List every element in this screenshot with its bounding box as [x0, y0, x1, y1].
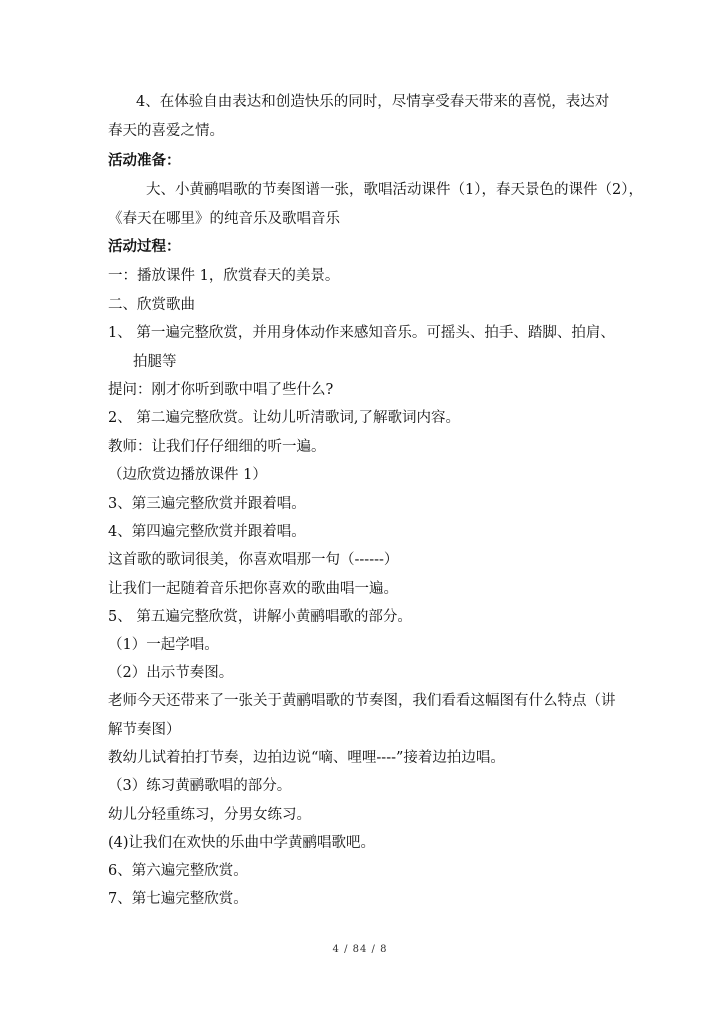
listen-3-line: 3、第三遍完整欣赏并跟着唱。 — [108, 496, 306, 512]
rhythm-chart-line-1: 老师今天还带来了一张关于黄鹂唱歌的节奏图，我们看看这幅图有什么特点（讲 — [108, 693, 616, 709]
goal-4-line-1: 4、在体验自由表达和创造快乐的同时，尽情享受春天带来的喜悦，表达对 — [136, 94, 610, 110]
listen-6-line: 6、第六遍完整欣赏。 — [108, 863, 248, 879]
process-heading: 活动过程： — [108, 238, 181, 255]
practice-line: 幼儿分轻重练习，分男女练习。 — [108, 807, 311, 823]
clap-rhythm-line: 教幼儿试着拍打节奏，边拍边说“嘀、哩哩----”接着边拍边唱。 — [108, 750, 505, 766]
lyrics-question-line: 这首歌的歌词很美，你喜欢唱那一句（------） — [108, 552, 399, 568]
listen-1-line-2: 拍腿等 — [133, 354, 177, 370]
goal-4-line-2: 春天的喜爱之情。 — [108, 123, 224, 139]
sub-step-1: （1）一起学唱。 — [108, 637, 219, 653]
listen-7-line: 7、第七遍完整欣赏。 — [108, 891, 248, 907]
listen-2-line: 2、 第二遍完整欣赏。让幼儿听清歌词,了解歌词内容。 — [108, 410, 460, 426]
courseware-note: （边欣赏边播放课件 1） — [108, 467, 267, 483]
teacher-line: 教师：让我们仔仔细细的听一遍。 — [108, 439, 326, 455]
preparation-heading: 活动准备： — [108, 152, 181, 169]
step-one: 一：播放课件 1，欣赏春天的美景。 — [108, 268, 340, 284]
preparation-line-1: 大、小黄鹂唱歌的节奏图谱一张，歌唱活动课件（1），春天景色的课件（2）， — [146, 182, 643, 198]
sub-step-4: (4)让我们在欢快的乐曲中学黄鹂唱歌吧。 — [108, 835, 376, 851]
listen-5-line: 5、 第五遍完整欣赏，讲解小黄鹂唱歌的部分。 — [108, 609, 412, 625]
sub-step-3: （3）练习黄鹂歌唱的部分。 — [108, 778, 292, 794]
sing-together-line: 让我们一起随着音乐把你喜欢的歌曲唱一遍。 — [108, 581, 398, 597]
preparation-line-2: 《春天在哪里》的纯音乐及歌唱音乐 — [108, 211, 340, 227]
listen-4-line: 4、第四遍完整欣赏并跟着唱。 — [108, 524, 306, 540]
sub-step-2: （2）出示节奏图。 — [108, 665, 234, 681]
rhythm-chart-line-2: 解节奏图） — [108, 722, 181, 738]
question-line: 提问：刚才你听到歌中唱了些什么? — [108, 382, 334, 398]
step-two-heading: 二、欣赏歌曲 — [108, 297, 195, 313]
listen-1-line-1: 1、 第一遍完整欣赏，并用身体动作来感知音乐。可摇头、拍手、踏脚、拍肩、 — [108, 325, 615, 341]
page-number-footer: 4 / 84 / 8 — [332, 944, 388, 955]
